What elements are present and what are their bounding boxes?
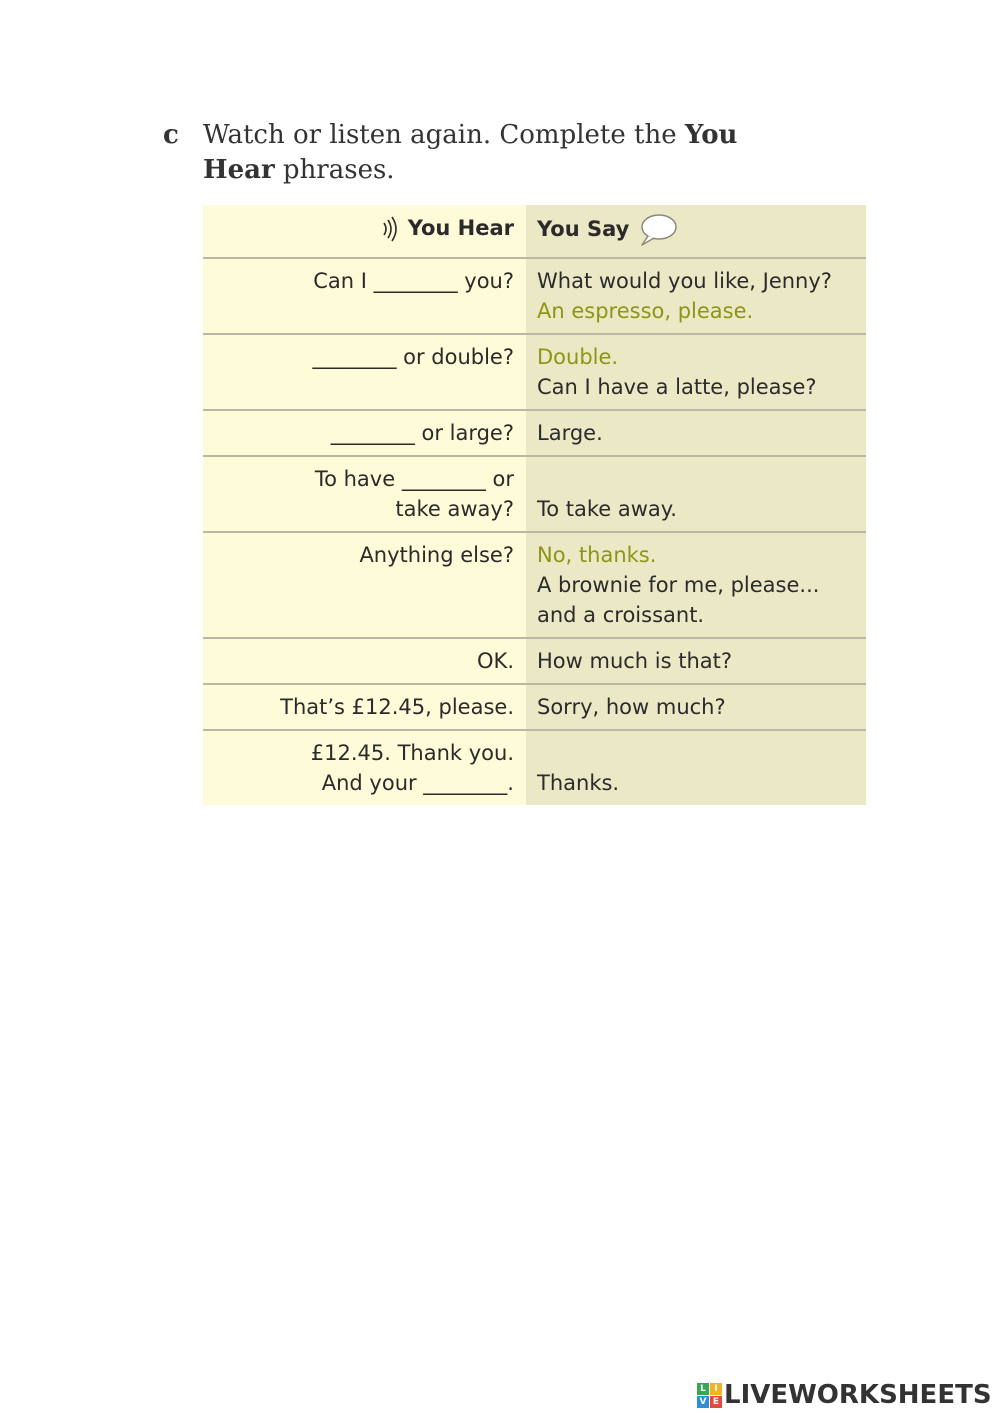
you-say-line: Sorry, how much? <box>537 695 726 719</box>
you-say-line: An espresso, please. <box>537 299 754 323</box>
you-say-cell <box>526 334 866 410</box>
you-say-line: A brownie for me, please... <box>537 573 820 597</box>
you-hear-line: OK. <box>477 649 514 673</box>
you-say-cell <box>526 410 866 456</box>
you-hear-cell <box>203 258 526 334</box>
logo-tile: L <box>697 1383 709 1395</box>
you-say-line: Double. <box>537 345 619 369</box>
you-say-line: What would you like, Jenny? <box>537 269 832 293</box>
you-hear-line: take away? <box>395 497 514 521</box>
speech-bubble-icon <box>636 213 678 247</box>
logo-tile: I <box>710 1383 722 1395</box>
you-say-line: Thanks. <box>537 771 620 795</box>
table-row <box>203 258 866 334</box>
table-row <box>203 532 866 638</box>
exercise-instruction <box>163 118 803 188</box>
you-hear-line: And your ________. <box>321 771 514 795</box>
you-say-line: Large. <box>537 421 603 445</box>
table-row <box>203 730 866 805</box>
you-say-cell <box>526 456 866 532</box>
header-you-hear-label: You Hear <box>407 216 514 240</box>
you-say-line: To take away. <box>537 497 677 521</box>
phrases-table <box>203 205 866 805</box>
you-hear-line: ________ or double? <box>312 345 514 369</box>
you-say-line <box>537 738 854 768</box>
table-row <box>203 456 866 532</box>
you-hear-line: Anything else? <box>359 543 514 567</box>
exercise-letter: c <box>163 120 179 150</box>
you-say-line: How much is that? <box>537 649 733 673</box>
sound-waves-icon <box>381 216 401 242</box>
you-hear-cell <box>203 684 526 730</box>
you-say-line <box>537 464 854 494</box>
table-row <box>203 410 866 456</box>
logo-text: LIVEWORKSHEETS <box>724 1380 992 1410</box>
you-say-line: No, thanks. <box>537 543 657 567</box>
you-hear-line: That’s £12.45, please. <box>280 695 514 719</box>
you-say-cell <box>526 730 866 805</box>
you-hear-cell <box>203 638 526 684</box>
you-hear-cell <box>203 730 526 805</box>
header-you-hear <box>203 205 526 258</box>
logo-tile: V <box>697 1396 709 1408</box>
you-hear-cell <box>203 334 526 410</box>
you-hear-line: ________ or large? <box>330 421 514 445</box>
logo-tile: E <box>710 1396 722 1408</box>
you-say-line: Can I have a latte, please? <box>537 375 817 399</box>
table-row <box>203 638 866 684</box>
instruction-text: Watch or listen again. Complete the You Hear phrases. <box>203 120 738 185</box>
you-hear-line: £12.45. Thank you. <box>310 741 514 765</box>
table-row <box>203 334 866 410</box>
table-header-row <box>203 205 866 258</box>
you-hear-cell <box>203 456 526 532</box>
you-say-line: and a croissant. <box>537 603 705 627</box>
logo-mark-icon <box>697 1383 722 1408</box>
you-hear-line: Can I ________ you? <box>313 269 514 293</box>
you-hear-cell <box>203 532 526 638</box>
you-hear-cell <box>203 410 526 456</box>
you-say-cell <box>526 258 866 334</box>
header-you-say-label: You Say <box>537 217 630 241</box>
you-hear-line: To have ________ or <box>314 467 514 491</box>
you-say-cell <box>526 638 866 684</box>
you-say-cell <box>526 532 866 638</box>
table-row <box>203 684 866 730</box>
liveworksheets-logo <box>697 1378 992 1412</box>
you-say-cell <box>526 684 866 730</box>
header-you-say <box>526 205 866 258</box>
